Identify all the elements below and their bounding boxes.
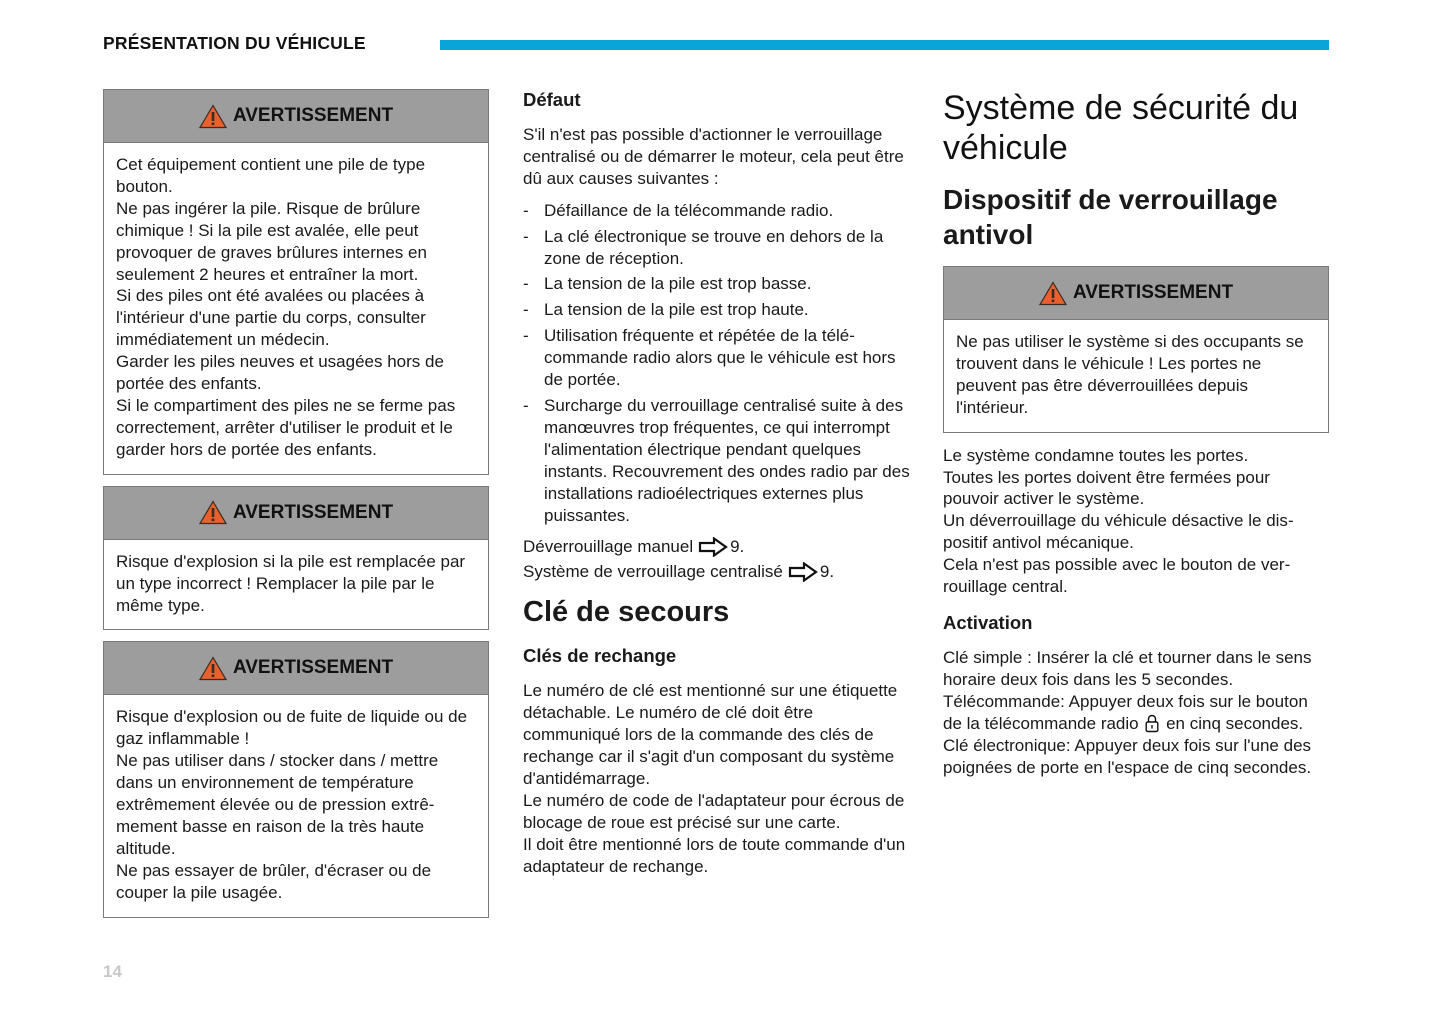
left-column	[103, 89, 489, 929]
defaut-heading: Défaut	[523, 89, 581, 110]
warning-header	[944, 267, 1328, 320]
reference-page: 9.	[819, 562, 835, 582]
activation-text	[943, 647, 1329, 778]
warning-body	[944, 320, 1328, 432]
list-item: - La tension de la pile est trop basse.	[523, 273, 913, 295]
emergency-key-heading: Clé de secours	[523, 596, 730, 629]
warning-line: Garder les piles neuves et usagées hors de portée des enfants.	[116, 352, 444, 394]
warning-line: Risque d'explosion si la pile est remplacée par un type incorrect ! Remplacer la pile par le même type.	[116, 551, 466, 615]
reference-text: Système de verrouillage centralisé	[523, 562, 783, 582]
reference-manual-unlock[interactable]	[523, 534, 913, 559]
warning-body	[104, 143, 488, 474]
middle-column	[523, 89, 913, 888]
arrow-right-icon	[698, 537, 728, 557]
paragraph-line: Toutes les portes doivent être fermées pour pouvoir activer le système.	[943, 467, 1270, 509]
activation-remote-text-end: en cinq secondes.	[1166, 713, 1304, 733]
spare-keys-text	[523, 680, 913, 877]
warning-line: Ne pas utiliser le système si des occupants se trouvent dans le véhicule ! Les portes ne peuvent pas être déverrouillées depuis l'intérieur.	[956, 332, 1304, 417]
paragraph-line: Clé électronique: Appuyer deux fois sur l'une des poignées de porte en l'espace de cinq secondes.	[943, 735, 1312, 777]
warning-line: Si le compartiment des piles ne se ferme pas correctement, arrêter d'utiliser le produit et le garder hors de portée des enfants.	[116, 395, 456, 459]
warning-header	[104, 90, 488, 143]
right-column	[943, 88, 1329, 788]
warning-box-occupants	[943, 266, 1329, 433]
paragraph-line: Il doit être mentionné lors de toute commande d'un adaptateur de rechange.	[523, 834, 906, 876]
activation-remote-text: Télécommande: Appuyer deux fois sur le bouton de la télécommande radio	[943, 691, 1308, 733]
lock-icon	[1145, 713, 1159, 733]
warning-line: Si des piles ont été avalées ou placées à l'intérieur d'une partie du corps, consulter immédiatement un médecin.	[116, 286, 426, 350]
warning-title: AVERTISSEMENT	[232, 501, 394, 523]
header-accent-bar	[440, 40, 1329, 50]
warning-line: Ne pas utiliser dans / stocker dans / mettre dans un environnement de température extrêmement élevée ou de pression extrêmement basse en raison de la très haute altitude.	[116, 751, 439, 858]
paragraph-line: Clé simple : Insérer la clé et tourner dans le sens horaire deux fois dans les 5 secondes.	[943, 647, 1312, 689]
warning-body	[104, 695, 488, 916]
spare-keys-heading: Clés de rechange	[523, 645, 677, 667]
security-system-heading: Système de sécurité du véhicule	[943, 89, 1299, 167]
paragraph-line: Le système condamne toutes les portes.	[943, 445, 1249, 465]
reference-text: Déverrouillage manuel	[523, 537, 694, 557]
page-number: 14	[103, 962, 122, 981]
warning-body	[104, 540, 488, 630]
causes-list	[523, 200, 913, 527]
list-item: - Utilisation fréquente et répétée de la télécommande radio alors que le véhicule est hors de portée.	[523, 325, 913, 391]
warning-header	[104, 487, 488, 540]
paragraph-line	[943, 691, 1329, 735]
warning-title: AVERTISSEMENT	[1072, 282, 1234, 303]
paragraph-line: Un déverrouillage du véhicule désactive le dispositif antivol mécanique.	[943, 511, 1294, 553]
header-title: PRÉSENTATION DU VÉHICULE	[103, 33, 366, 53]
warning-box-replacement	[103, 486, 489, 631]
warning-triangle-icon	[1039, 281, 1067, 306]
warning-triangle-icon	[199, 104, 227, 129]
defaut-intro-text: S'il n'est pas possible d'actionner le verrouillage centralisé ou de démarrer le moteur, cela peut être dû aux causes suivantes :	[523, 125, 904, 188]
reference-central-locking[interactable]	[523, 559, 913, 584]
system-info	[943, 445, 1329, 598]
activation-heading: Activation	[943, 611, 1033, 633]
list-item: - La clé électronique se trouve en dehors de la zone de réception.	[523, 226, 913, 270]
warning-box-explosion	[103, 641, 489, 917]
warning-header	[104, 642, 488, 695]
warning-triangle-icon	[199, 500, 227, 525]
warning-line: Ne pas ingérer la pile. Risque de brûlure chimique ! Si la pile est avalée, elle peut provoquer de graves brûlures internes en seulement 2 heures et entraîner la mort.	[116, 198, 427, 284]
paragraph-line: Le numéro de clé est mentionné sur une étiquette détachable. Le numéro de clé doit être communiqué lors de la commande des clés de rechange car il s'agit d'un composant du système d'antidémarrage.	[523, 681, 898, 789]
antitheft-heading: Dispositif de verrouillage antivol	[943, 184, 1278, 250]
list-item: - La tension de la pile est trop haute.	[523, 299, 913, 321]
warning-box-battery	[103, 89, 489, 475]
warning-title: AVERTISSEMENT	[232, 105, 394, 126]
list-item: - Défaillance de la télécommande radio.	[523, 200, 913, 222]
warning-triangle-icon	[199, 656, 227, 681]
warning-title: AVERTISSEMENT	[232, 657, 394, 679]
arrow-right-icon	[788, 562, 818, 582]
paragraph-line: Le numéro de code de l'adaptateur pour écrous de blocage de roue est précisé sur une carte.	[523, 790, 905, 832]
warning-line: Ne pas essayer de brûler, d'écraser ou de couper la pile usagée.	[116, 860, 432, 902]
warning-line: Cet équipement contient une pile de type bouton.	[116, 155, 426, 196]
reference-page: 9.	[730, 537, 745, 557]
defaut-intro	[523, 124, 913, 190]
list-item: - Surcharge du verrouillage centralisé suite à des manœuvres trop fréquentes, ce qui interrompt l'alimentation électrique pendant quelques instants. Recouvrement des ondes radio par des installations radioélectriques externes plus puissantes.	[523, 395, 913, 526]
paragraph-line: Cela n'est pas possible avec le bouton de verrouillage central.	[943, 555, 1291, 597]
warning-line: Risque d'explosion ou de fuite de liquide ou de gaz inflammable !	[116, 707, 468, 749]
